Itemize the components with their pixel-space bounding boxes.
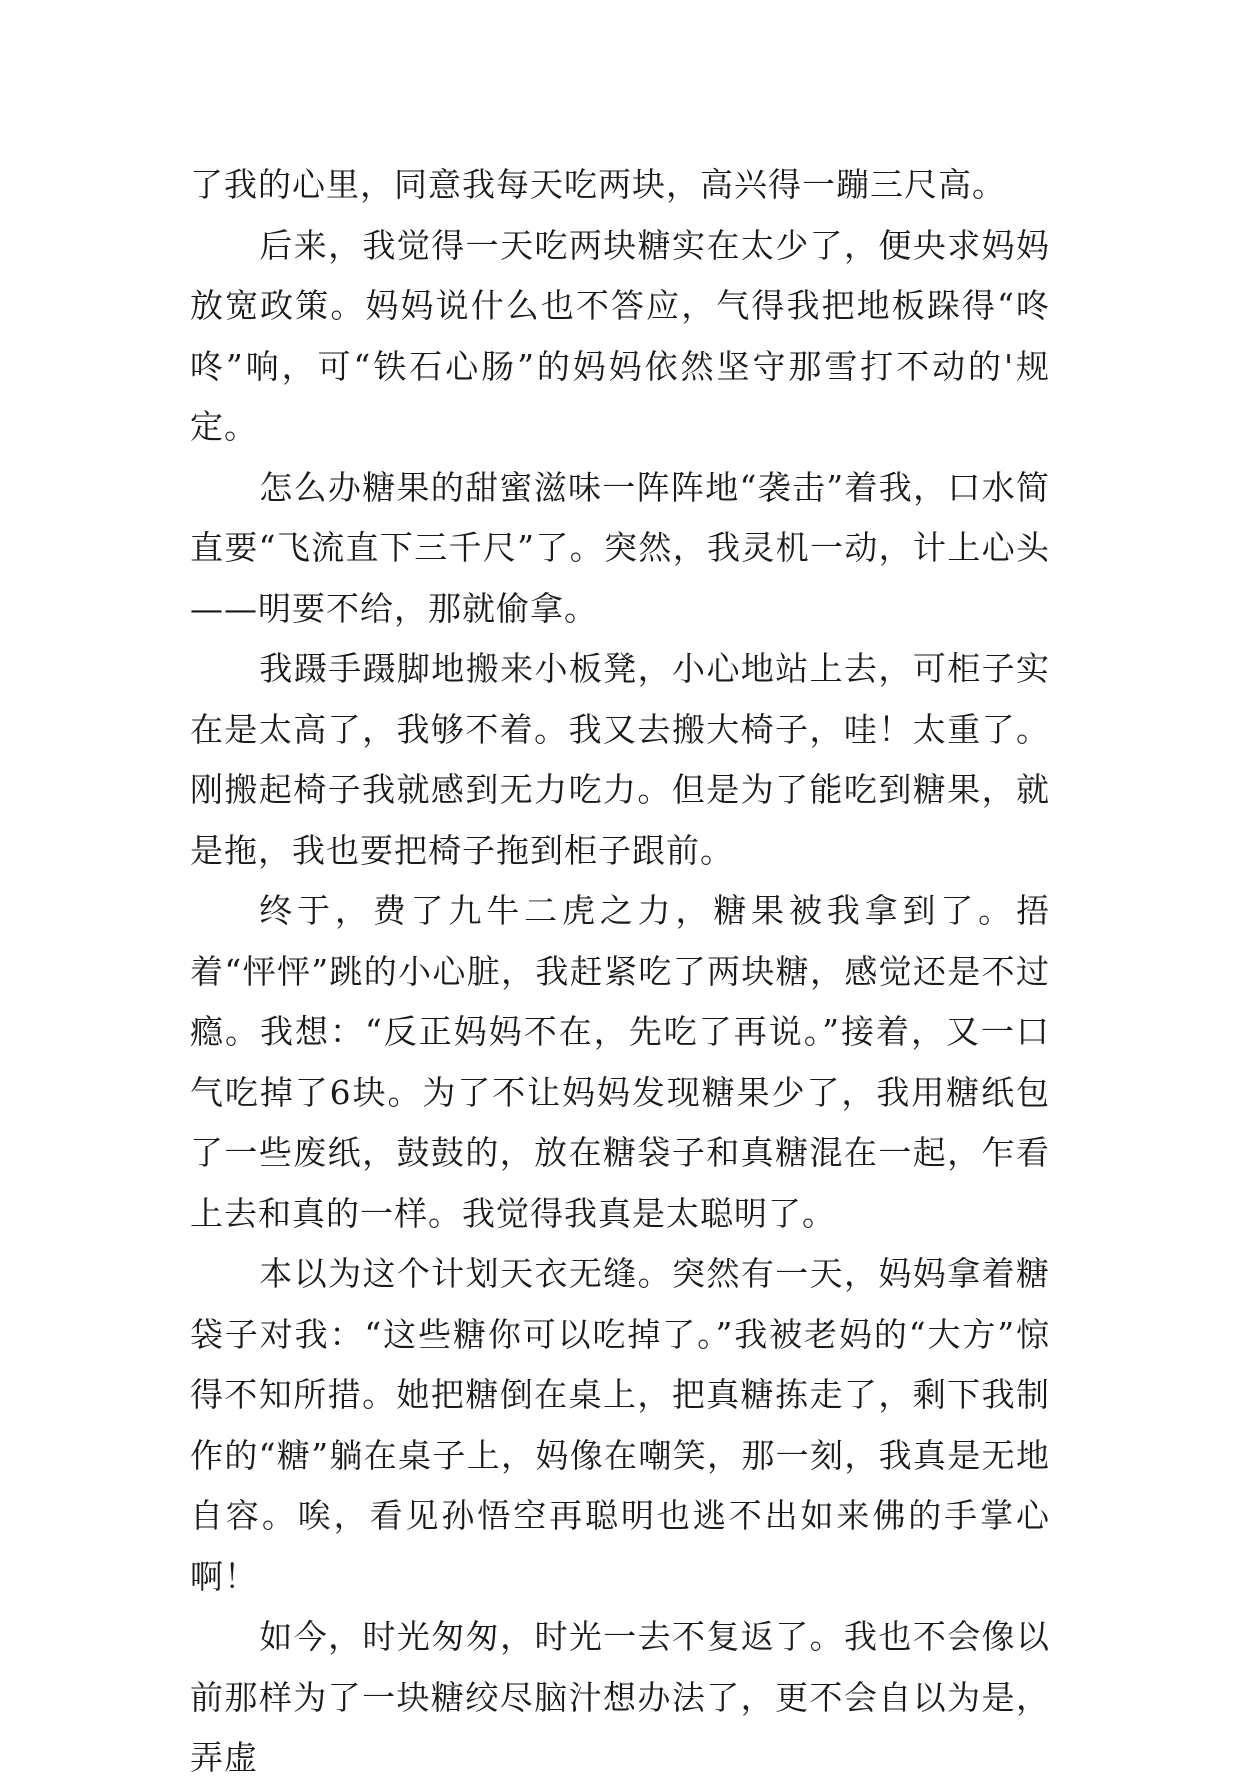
paragraph-3: 怎么办糖果的甜蜜滋味一阵阵地“袭击”着我，口水简直要“飞流直下三千尺”了。突然，我灵机一动，计上心头——明要不给，那就偷拿。 — [190, 467, 1050, 628]
paragraph-4: 我蹑手蹑脚地搬来小板凳，小心地站上去，可柜子实在是太高了，我够不着。我又去搬大椅子，哇！太重了。刚搬起椅子我就感到无力吃力。但是为了能吃到糖果，就是拖，我也要把椅子拖到柜子跟前。 — [190, 649, 1050, 870]
paragraph-6: 本以为这个计划天衣无缝。突然有一天，妈妈拿着糖袋子对我：“这些糖你可以吃掉了。”我被老妈的“大方”惊得不知所措。她把糖倒在桌上，把真糖拣走了，剩下我制作的“糖”躺在桌子上，妈像在嘲笑，那一刻，我真是无地自容。唉，看见孙悟空再聪明也逃不出如来佛的手掌心啊！ — [190, 1254, 1050, 1596]
paragraph-5: 终于，费了九牛二虎之力，糖果被我拿到了。捂着“怦怦”跳的小心脏，我赶紧吃了两块糖，感觉还是不过瘾。我想：“反正妈妈不在，先吃了再说。”接着，又一口气吃掉了6块。为了不让妈妈发现糖果少了，我用糖纸包了一些废纸，鼓鼓的，放在糖袋子和真糖混在一起，乍看上去和真的一样。我觉得我真是太聪明了。 — [190, 891, 1050, 1233]
paragraph-7: 如今，时光匆匆，时光一去不复返了。我也不会像以前那样为了一块糖绞尽脑汁想办法了，更不会自以为是，弄虚 — [190, 1617, 1050, 1777]
paragraph-1: 了我的心里，同意我每天吃两块，高兴得一蹦三尺高。 — [190, 165, 1006, 204]
paragraph-2: 后来，我觉得一天吃两块糖实在太少了，便央求妈妈放宽政策。妈妈说什么也不答应，气得我把地板跺得“咚咚”响，可“铁石心肠”的妈妈依然坚守那雪打不动的'规定。 — [190, 225, 1050, 446]
body-text — [190, 155, 1050, 1789]
